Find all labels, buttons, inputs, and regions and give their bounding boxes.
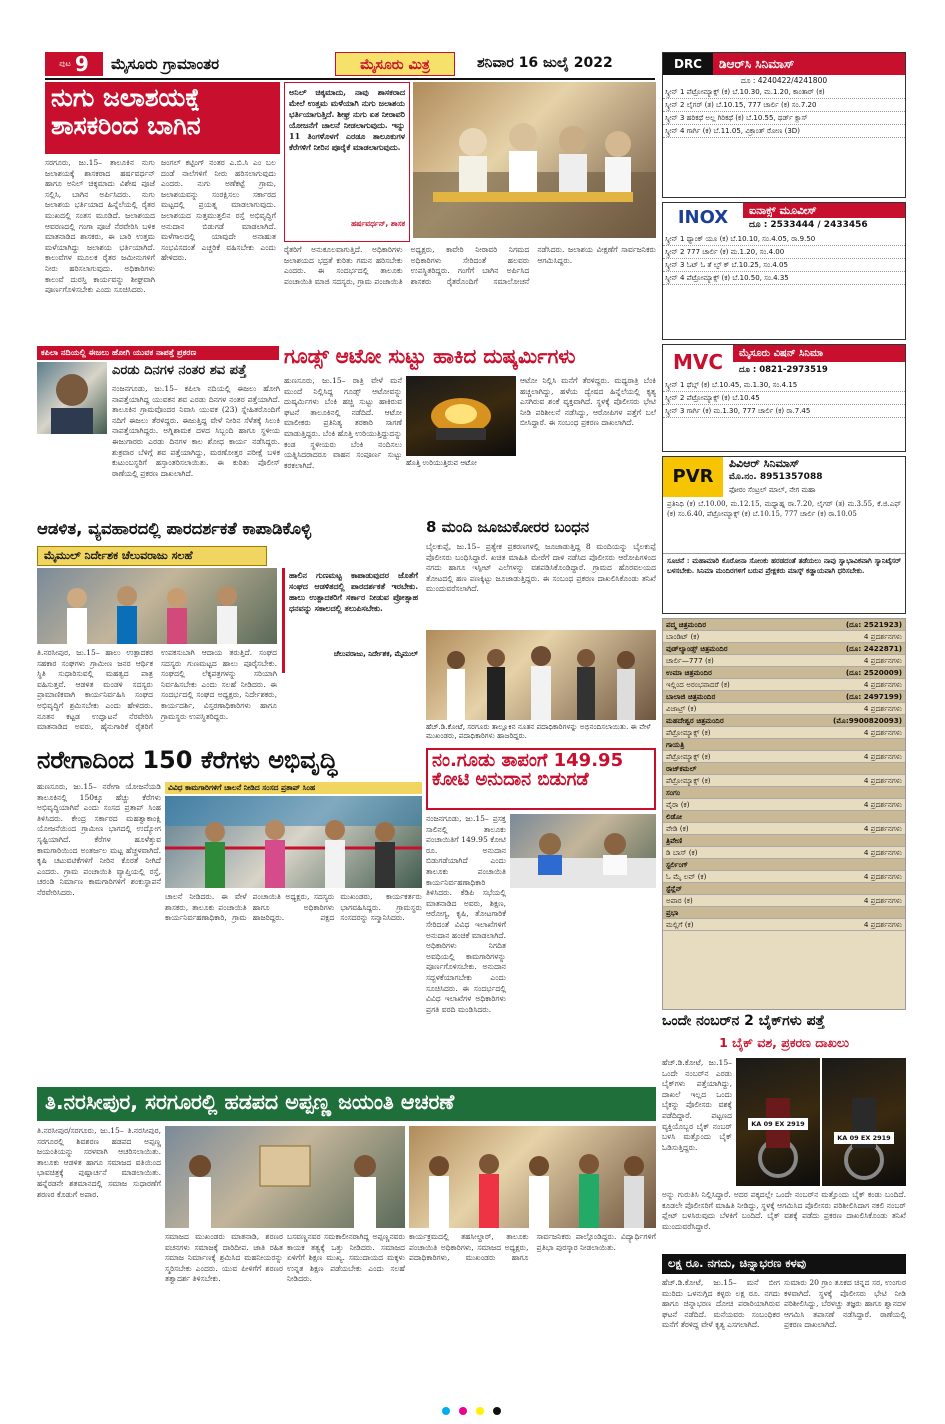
listing-theater-header	[663, 883, 905, 895]
article8-headline: ತಿ.ನರಸೀಪುರ, ಸರಗೂರಲ್ಲಿ ಹಡಪದ ಅಪ್ಪಣ್ಣ ಜಯಂತಿ ಆಚರಣೆ	[45, 1090, 455, 1114]
article3-photo	[406, 376, 516, 456]
listing-show-count: 4 ಪ್ರದರ್ಶನಗಳು	[863, 631, 902, 641]
listing-show-count: 4 ಪ್ರದರ್ಶನಗಳು	[863, 919, 902, 929]
listing-theater-header	[663, 763, 905, 775]
mvc-header	[663, 345, 905, 379]
article6-body-left: ಹುಣಸೂರು, ಜು.15– ನರೇಗಾ ಯೋಜನೆಯಡಿ ತಾಲೂಕಿನಲ್ಲಿ 150ಕ್ಕೂ ಹೆಚ್ಚು ಕೆರೆಗಳು ಅಭಿವೃದ್ಧಿಯಾಗಿವೆ ಎಂದು ಸಂಸದ ಪ್ರತಾಪ್ ಸಿಂಹ ತಿಳಿಸಿದರು. ಕೇಂದ್ರ ಸರ್ಕಾರದ ಮಹತ್ವಾಕಾಂಕ್ಷಿ ಯೋಜನೆಯಿಂದ ಗ್ರಾಮೀಣ ಭಾಗದಲ್ಲಿ ಉದ್ಯೋಗ ಸೃಷ್ಟಿಯಾಗಿದೆ. ಕೆರೆಗಳ ಹೂಳೆತ್ತುವ ಕಾಮಗಾರಿಯಿಂದ ಅಂತರ್ಜಲ ಮಟ್ಟ ಹೆಚ್ಚಳವಾಗಿದೆ. ಕೃಷಿ ಚಟುವಟಿಕೆಗಳಿಗೆ ನೀರಿನ ಕೊರತೆ ನೀಗಿದೆ ಎಂದರು. ಗ್ರಾಮ ಪಂಚಾಯಿತಿ ವ್ಯಾಪ್ತಿಯಲ್ಲಿ ರಸ್ತೆ, ಚರಂಡಿ ನಿರ್ಮಾಣ ಕಾಮಗಾರಿಗಳಿಗೆ ಶಂಕುಸ್ಥಾಪನೆ ನೆರವೇರಿಸಿದರು.	[37, 782, 161, 897]
article9-body-bottom: ಅನ್ನು ಗುರುತಿಸಿ ನಿಲ್ಲಿಸಿದ್ದಾರೆ. ಅದರ ಪಕ್ಕದಲ್ಲೇ ಒಂದೇ ನಂಬರ್‌ನ ಮತ್ತೊಂದು ಬೈಕ್ ಕಂಡು ಬಂದಿದೆ. ಕೂಡಲೇ ಪೊಲೀಸರಿಗೆ ಮಾಹಿತಿ ನೀಡಿದ್ದು, ಸ್ಥಳಕ್ಕೆ ಆಗಮಿಸಿದ ಪೊಲೀಸರು ಪರಿಶೀಲಿಸಿದಾಗ ನಕಲಿ ನಂಬರ್ ಪ್ಲೇಟ್ ಬಳಸಿರುವುದು ಬೆಳಕಿಗೆ ಬಂದಿದೆ. ಬೈಕ್ ವಶಕ್ಕೆ ಪಡೆದು ಪ್ರಕರಣ ದಾಖಲಿಸಿಕೊಂಡು ತನಿಖೆ ಮುಂದುವರೆಸಿದ್ದಾರೆ.	[662, 1190, 906, 1231]
article10-body-right: ಸುಮಾರು 20 ಗ್ರಾಂ ತೂಕದ ಚಿನ್ನದ ಸರ, ಉಂಗುರ ಕಳವಾಗಿದೆ. ಸ್ಥಳಕ್ಕೆ ಪೊಲೀಸರು ಭೇಟಿ ನೀಡಿ ಪರಿಶೀಲಿಸಿದ್ದು, ಬೆರಳಚ್ಚು ತಜ್ಞರು ಹಾಗೂ ಶ್ವಾನದಳ ಆಗಮಿಸಿ ತಪಾಸಣೆ ನಡೆಸಿದ್ದಾರೆ. ಠಾಣೆಯಲ್ಲಿ ಪ್ರಕರಣ ದಾಖಲಾಗಿದೆ.	[784, 1278, 906, 1330]
burning-auto-illustration	[406, 376, 516, 456]
inox-phone: ದೂ : 2533444 / 2433456	[749, 220, 868, 230]
listing-theater-header	[663, 811, 905, 823]
inox-row: ಸ್ಕ್ರೀನ್ 2 777 ಚಾರ್ಲಿ (ಕ) ಮ.1.20, ಸಂ.4.00	[663, 246, 905, 259]
section-title: ಮೈಸೂರು ಗ್ರಾಮಾಂತರ	[111, 55, 220, 73]
pvr-title: ಪಿವಿಆರ್ ಸಿನಿಮಾಸ್	[729, 457, 800, 470]
bike-plate-2: KA 09 EX 2919	[834, 1132, 894, 1144]
inox-header	[663, 203, 905, 233]
article3-photo-caption: ಹೊತ್ತಿ ಉರಿಯುತ್ತಿರುವ ಆಟೋ	[406, 458, 477, 467]
pvr-notice: ಸೂಚನೆ : ಮಹಾಮಾರಿ ಕೊರೋನಾ ಸೋಂಕು ಹರಡದಂತೆ ತಡೆಯಲು ನಾವು ಸ್ವಾಭಾವಿಕವಾಗಿ ಸ್ಯಾನಿಟೈಸರ್ ಬಳಸಬೇಕು. ಸಿನಿಮಾ ಮಂದಿರಗಳಿಗೆ ಬರುವ ಪ್ರೇಕ್ಷಕರು ಮಾಸ್ಕ್ ಕಡ್ಡಾಯವಾಗಿ ಧರಿಸಬೇಕು.	[663, 553, 905, 616]
listing-theater-name: ಪದ್ಮ ಚಿತ್ರಮಂದಿರ	[666, 619, 707, 629]
listing-show-count: 4 ಪ್ರದರ್ಶನಗಳು	[863, 703, 902, 713]
article4-quote: ಹಾಲಿನ ಗುಣಮಟ್ಟ ಕಾಪಾಡುವುದರ ಜೊತೆಗೆ ಸಂಘದ ಆಡಳಿತದಲ್ಲಿ ಪಾರದರ್ಶಕತೆ ಇರಬೇಕು. ಹಾಲು ಉತ್ಪಾದಕರಿಗೆ ಸರ್ಕಾರ ನೀಡುವ ಪ್ರೋತ್ಸಾಹ ಧನವನ್ನು ಸಕಾಲದಲ್ಲಿ ತಲುಪಿಸಬೇಕು.	[289, 570, 418, 613]
article2-body: ನಂಜನಗೂಡು, ಜು.15– ಕಪಿಲಾ ನದಿಯಲ್ಲಿ ಈಜಲು ಹೋಗಿ ನಾಪತ್ತೆಯಾಗಿದ್ದ ಯುವಕನ ಶವ ಎರಡು ದಿನಗಳ ನಂತರ ಪತ್ತೆಯಾಗಿದೆ. ತಾಲೂಕಿನ ಗ್ರಾಮವೊಂದರ ನಿವಾಸಿ ಯುವಕ (23) ಸ್ನೇಹಿತರೊಂದಿಗೆ ನದಿಗೆ ಈಜಲು ತೆರಳಿದ್ದರು. ಈಜುತ್ತಿದ್ದ ವೇಳೆ ನೀರಿನ ಸೆಳೆತಕ್ಕೆ ಸಿಲುಕಿ ನಾಪತ್ತೆಯಾಗಿದ್ದರು. ಅಗ್ನಿಶಾಮಕ ದಳದ ಸಿಬ್ಬಂದಿ ಹಾಗೂ ಸ್ಥಳೀಯ ಈಜುಗಾರರು ಎರಡು ದಿನಗಳ ಕಾಲ ಶೋಧ ಕಾರ್ಯ ನಡೆಸಿದ್ದರು. ಶುಕ್ರವಾರ ಬೆಳಿಗ್ಗೆ ಶವ ಪತ್ತೆಯಾಗಿದ್ದು, ಮರಣೋತ್ತರ ಪರೀಕ್ಷೆ ಬಳಿಕ ಕುಟುಂಬಸ್ಥರಿಗೆ ಹಸ್ತಾಂತರಿಸಲಾಯಿತು. ಈ ಕುರಿತು ಪೊಲೀಸ್ ಠಾಣೆಯಲ್ಲಿ ಪ್ರಕರಣ ದಾಖಲಾಗಿದೆ.	[112, 384, 280, 478]
listing-theater-name: ಪ್ರಭಾ	[666, 907, 679, 917]
reg-yellow-dot	[476, 1407, 484, 1415]
dairy-event-illustration	[37, 568, 277, 644]
inox-title: ಐನಾಕ್ಸ್ ಮೂವೀಸ್	[743, 203, 905, 218]
listing-film-title: ಇಲ್ಲಿಂದ ಅರಂಭವಾದರೆ (ಕ)	[666, 679, 730, 689]
reg-cyan-dot	[442, 1407, 450, 1415]
lead-sidebar-quote: ಅನಿಲ್ ಚಿಕ್ಕಮಾದು, ನಾವು ಶಾಸಕರಾದ ಮೇಲೆ ಉತ್ತಮ ಮಳೆಯಾಗಿ ನುಗು ಜಲಾಶಯ ಭರ್ತಿಯಾಗುತ್ತಿದೆ. ಶೀಘ್ರ ನುಗು ಏತ ನೀರಾವರಿ ಯೋಜನೆಗೆ ಚಾಲನೆ ನೀಡಲಾಗುವುದು. ಇನ್ನು 11 ತಿಂಗಳೊಳಗೆ ಎರಡೂ ತಾಲೂಕುಗಳ ಕೆರೆಗಳಿಗೆ ನೀರಿನ ಪೂರೈಕೆ ಮಾಡಲಾಗುವುದು.	[289, 87, 405, 152]
pvr-logo-icon: PVR	[663, 457, 723, 497]
pvr-block	[662, 456, 906, 614]
article5-body: ಬೈಲಕುಪ್ಪೆ, ಜು.15– ಪ್ರತ್ಯೇಕ ಪ್ರಕರಣಗಳಲ್ಲಿ ಜೂಜಾಡುತ್ತಿದ್ದ 8 ಮಂದಿಯನ್ನು ಬೈಲಕುಪ್ಪೆ ಪೊಲೀಸರು ಬಂಧಿಸಿದ್ದಾರೆ. ಖಚಿತ ಮಾಹಿತಿ ಮೇರೆಗೆ ದಾಳಿ ನಡೆಸಿದ ಪೊಲೀಸರು ಆರೋಪಿಗಳಿಂದ ನಗದು ಹಾಗೂ ಇಸ್ಪೀಟ್ ಎಲೆಗಳನ್ನು ವಶಪಡಿಸಿಕೊಂಡಿದ್ದಾರೆ. ಗ್ರಾಮದ ಹೊರವಲಯದ ತೋಟದಲ್ಲಿ ಹಣ ಪಣಕ್ಕಿಟ್ಟು ಜೂಜಾಡುತ್ತಿದ್ದರು. ಈ ಸಂಬಂಧ ಪ್ರಕರಣ ದಾಖಲಿಸಿಕೊಂಡು ತನಿಖೆ ಮುಂದುವರೆಸಲಾಗಿದೆ.	[426, 542, 656, 594]
header-rule	[45, 78, 655, 80]
listing-film-title: ಬಾಂಡಿಟ್ (ಕ)	[666, 631, 700, 641]
listing-film-row	[663, 679, 905, 691]
page-header	[45, 52, 655, 76]
listing-film-row	[663, 823, 905, 835]
inox-row: ಸ್ಕ್ರೀನ್ 4 ಪೆಟ್ರೋಮ್ಯಾಕ್ಸ್ (ಕ) ಬೆ.10.50, ಸಂ.4.35	[663, 272, 905, 285]
inox-row: ಸ್ಕ್ರೀನ್ 1 ಥ್ಯಾಂಕ್ ಯೂ (ಕ) ಬೆ.10.10, ಸಂ.4.05, ರಾ.9.50	[663, 233, 905, 246]
article8-photo-2	[409, 1126, 656, 1228]
mvc-title: ಮೈಸೂರು ವಿಷನ್ ಸಿನಿಮಾ	[733, 345, 905, 362]
listing-film-row	[663, 799, 905, 811]
article3-body-left: ಹುಣಸೂರು, ಜು.15– ರಾತ್ರಿ ವೇಳೆ ಮನೆ ಮುಂದೆ ನಿಲ್ಲಿಸಿದ್ದ ಗೂಡ್ಸ್ ಆಟೋವನ್ನು ದುಷ್ಕರ್ಮಿಗಳು ಬೆಂಕಿ ಹಚ್ಚಿ ಸುಟ್ಟು ಹಾಕಿರುವ ಘಟನೆ ತಾಲೂಕಿನಲ್ಲಿ ನಡೆದಿದೆ. ಆಟೋ ಮಾಲೀಕರು ಪ್ರತಿನಿತ್ಯ ತರಕಾರಿ ಸಾಗಣೆ ಮಾಡುತ್ತಿದ್ದರು. ಬೆಂಕಿ ಹೊತ್ತಿ ಉರಿಯುತ್ತಿದ್ದುದನ್ನು ಕಂಡ ಸ್ಥಳೀಯರು ಬೆಂಕಿ ನಂದಿಸಲು ಯತ್ನಿಸಿದರಾದರೂ ವಾಹನ ಸಂಪೂರ್ಣ ಸುಟ್ಟು ಕರಕಲಾಗಿದೆ.	[284, 376, 402, 470]
listing-theater-phone: (ಮೊ:9900820093)	[833, 715, 902, 725]
page-label: ಪುಟ	[59, 59, 71, 68]
listing-show-count: 4 ಪ್ರದರ್ಶನಗಳು	[863, 871, 902, 881]
lead-photo-illustration	[413, 82, 656, 238]
article4-body: ತಿ.ನರಸೀಪುರ, ಜು.15– ಹಾಲು ಉತ್ಪಾದಕರ ಸಹಕಾರ ಸಂಘಗಳು ಗ್ರಾಮೀಣ ಜನರ ಆರ್ಥಿಕ ಸ್ಥಿತಿ ಸುಧಾರಿಸುವಲ್ಲಿ ಮಹತ್ವದ ಪಾತ್ರ ವಹಿಸುತ್ತವೆ. ಆಡಳಿತ ಮಂಡಳಿ ಸದಸ್ಯರು ಪ್ರಾಮಾಣಿಕವಾಗಿ ಕಾರ್ಯನಿರ್ವಹಿಸಿ ಸಂಘದ ಅಭಿವೃದ್ಧಿಗೆ ಶ್ರಮಿಸಬೇಕು ಎಂದು ಹೇಳಿದರು. ನೂತನ ಕಟ್ಟಡ ಉದ್ಘಾಟನೆ ನೆರವೇರಿಸಿ ಮಾತನಾಡಿದ ಅವರು, ಹೈನುಗಾರಿಕೆ ರೈತರಿಗೆ ಉಪಕಸುಬಾಗಿ ಆದಾಯ ತರುತ್ತಿದೆ. ಸಂಘದ ಸದಸ್ಯರು ಗುಣಮಟ್ಟದ ಹಾಲು ಪೂರೈಸಬೇಕು. ಸಂಘದಲ್ಲಿ ಲೆಕ್ಕಪತ್ರಗಳನ್ನು ಸರಿಯಾಗಿ ನಿರ್ವಹಿಸಬೇಕು ಎಂದು ಸಲಹೆ ನೀಡಿದರು. ಈ ಸಂದರ್ಭದಲ್ಲಿ ಸಂಘದ ಅಧ್ಯಕ್ಷರು, ನಿರ್ದೇಶಕರು, ಕಾರ್ಯದರ್ಶಿ, ವಿಸ್ತರಣಾಧಿಕಾರಿಗಳು ಹಾಗೂ ಗ್ರಾಮಸ್ಥರು ಉಪಸ್ಥಿತರಿದ್ದರು.	[37, 648, 277, 732]
article2-portrait	[37, 362, 107, 434]
article10-headline: ಲಕ್ಷ ರೂ. ನಗದು, ಚಿನ್ನಾಭರಣ ಕಳವು	[668, 1256, 807, 1270]
page-number: 9	[74, 52, 89, 76]
lead-body-right: ರೈತರಿಗೆ ಅನುಕೂಲವಾಗುತ್ತಿದೆ. ಅಧಿಕಾರಿಗಳು ಜಲಾಶಯದ ಭದ್ರತೆ ಕುರಿತು ಗಮನ ಹರಿಸಬೇಕು ಎಂದರು. ಈ ಸಂದರ್ಭದಲ್ಲಿ ತಾಲೂಕು ಪಂಚಾಯಿತಿ ಮಾಜಿ ಸದಸ್ಯರು, ಗ್ರಾಮ ಪಂಚಾಯಿತಿ ಅಧ್ಯಕ್ಷರು, ಕಾವೇರಿ ನೀರಾವರಿ ನಿಗಮದ ಅಧಿಕಾರಿಗಳು ಸೇರಿದಂತೆ ಹಲವರು ಉಪಸ್ಥಿತರಿದ್ದರು. ಗಂಗೆಗೆ ಬಾಗಿನ ಅರ್ಪಿಸಿದ ಶಾಸಕರು ರೈತರೊಂದಿಗೆ ಸಮಾಲೋಚನೆ ನಡೆಸಿದರು. ಜಲಾಶಯ ವೀಕ್ಷಣೆಗೆ ಸಾರ್ವಜನಿಕರು ಆಗಮಿಸಿದ್ದರು.	[284, 245, 656, 286]
listing-show-count: 4 ಪ್ರದರ್ಶನಗಳು	[863, 847, 902, 857]
listing-theater-phone: (ದೂ: 2497199)	[845, 691, 902, 701]
listing-theater-header	[663, 691, 905, 703]
listing-theater-name: ಸ್ಟರ್ಲಿಂಗ್	[666, 859, 689, 869]
article4-quote-sign: ಚೆಲುವರಾಜು, ನಿರ್ದೇಶಕ, ಮೈಮುಲ್	[333, 650, 418, 658]
bike-illustration-2	[822, 1058, 906, 1186]
listing-film-row	[663, 655, 905, 667]
portrait-illustration	[37, 362, 107, 434]
lead-headline-line2: ಶಾಸಕರಿಂದ ಬಾಗಿನ	[51, 111, 201, 141]
listing-show-count: 4 ಪ್ರದರ್ಶನಗಳು	[863, 775, 902, 785]
article4-subhead: ಮೈಮುಲ್ ನಿರ್ದೇಶಕ ಚೆಲುವರಾಜು ಸಲಹೆ	[37, 546, 267, 566]
listing-film-row	[663, 703, 905, 715]
listing-show-count: 4 ಪ್ರದರ್ಶನಗಳು	[863, 727, 902, 737]
article10-headline-bar	[662, 1254, 906, 1274]
listing-theater-name: ಲಿಡೋ	[666, 811, 683, 821]
listing-show-count: 4 ಪ್ರದರ್ಶನಗಳು	[863, 751, 902, 761]
listing-show-count: 4 ಪ್ರದರ್ಶನಗಳು	[863, 655, 902, 665]
article8-body-4: ಕಾರ್ಯಕ್ರಮದಲ್ಲಿ ತಹಸೀಲ್ದಾರ್, ತಾಲೂಕು ಪಂಚಾಯಿತಿ ಅಧಿಕಾರಿಗಳು, ಸಮಾಜದ ಅಧ್ಯಕ್ಷರು, ಪದಾಧಿಕಾರಿಗಳು, ಮುಖಂಡರು ಹಾಗೂ ಸಾರ್ವಜನಿಕರು ಪಾಲ್ಗೊಂಡಿದ್ದರು. ವಿದ್ಯಾರ್ಥಿಗಳಿಗೆ ಪ್ರತಿಭಾ ಪುರಸ್ಕಾರ ನೀಡಲಾಯಿತು.	[409, 1232, 656, 1263]
ribbon-cutting-illustration	[165, 796, 422, 888]
masthead: ಮೈಸೂರು ಮಿತ್ರ	[335, 52, 455, 76]
listing-film-title: ವಿಜಾಟ್ರ್ (ಕ)	[666, 703, 697, 713]
listing-theater-name: ವುಡ್‌ಲ್ಯಾಂಡ್ಸ್ ಚಿತ್ರಮಂದಿರ	[666, 643, 728, 653]
listing-film-row	[663, 919, 905, 931]
listing-film-title: ವೇಡಿ (ಕ)	[666, 823, 689, 833]
article9-photo-2	[822, 1058, 906, 1186]
listing-film-title: ಓ ಮೈ ಲವ್ (ಕ)	[666, 871, 707, 881]
article8-photo-1	[165, 1126, 405, 1228]
article2-banner: ಕಪಿಲಾ ನದಿಯಲ್ಲಿ ಈಜಲು ಹೋಗಿ ಯುವಕ ನಾಪತ್ತೆ ಪ್ರಕರಣ	[37, 346, 279, 360]
lead-photo	[413, 82, 656, 238]
listing-show-count: 4 ಪ್ರದರ್ಶನಗಳು	[863, 823, 902, 833]
mvc-block	[662, 344, 906, 452]
listing-film-row	[663, 751, 905, 763]
drc-row: ಸ್ಕ್ರೀನ್ 4 ಗಾರ್ಗಿ (ಕ) ಬೆ.11.05, ವಿಕ್ರಾಂತ್ ರೋಣ (3D)	[663, 125, 905, 138]
drc-row: ಸ್ಕ್ರೀನ್ 1 ಪೆಟ್ರೋಮ್ಯಾಕ್ಸ್ (ಕ) ಬೆ.10.30, ಮ.1.20, ಕಾಂತಾರ್ (ಕ)	[663, 86, 905, 99]
listing-theater-name: ಉಮಾ ಚಿತ್ರಮಂದಿರ	[666, 667, 712, 677]
listing-film-row	[663, 895, 905, 907]
reg-black-dot	[493, 1407, 501, 1415]
listing-show-count: 4 ಪ್ರದರ್ಶನಗಳು	[863, 799, 902, 809]
article8-body-2: ಸಮಾಜದ ಮುಖಂಡರು ಮಾತನಾಡಿ, ಶರಣರ ವಚನಗಳು ಸಮಾಜಕ್ಕೆ ದಾರಿದೀಪ. ಜಾತಿ ರಹಿತ ಸಮಾಜ ನಿರ್ಮಾಣಕ್ಕೆ ಶ್ರಮಿಸಿದ ಮಹನೀಯರನ್ನು ಸ್ಮರಿಸಬೇಕು ಎಂದರು. ಯುವ ಪೀಳಿಗೆಗೆ ಶರಣರ ತತ್ವಾದರ್ಶ ತಿಳಿಸಬೇಕು.	[165, 1232, 283, 1284]
lead-sidebar-box	[284, 82, 410, 242]
article9-headline: ಒಂದೇ ನಂಬರ್‌ನ 2 ಬೈಕ್‌ಗಳು ಪತ್ತೆ	[662, 1014, 825, 1029]
listing-film-title: ವೈರಾ (ಕ)	[666, 799, 690, 809]
listing-film-row	[663, 775, 905, 787]
pvr-showtimes: ಪ್ರತಿನಿಧಿ (ಕ) ಬೆ.10.00, ಮ.12.15, ಮಧ್ಯಾಹ್ನ ರಾ.7.20, ಲೈಗರ್ (ತ) ಮ.3.55, ಕೆ.ಜಿ.ಎಫ್ (ಕ) ಸಂ.6.40, ಪೆಟ್ರೋಮ್ಯಾಕ್ಸ್ (ಕ) ಬೆ.10.15, 777 ಚಾರ್ಲಿ (ಕ) ರಾ.10.05	[667, 500, 901, 518]
listing-theater-name: ಸಂಗಂ	[666, 787, 681, 797]
mvc-phone: ದೂ : 0821-2973519	[739, 365, 828, 375]
inox-row: ಸ್ಕ್ರೀನ್ 3 ಓಟ್ ಓ ತೆ ಲ್ವ್ ಕ್ ಬೆ.10.25, ಸಂ.4.05	[663, 259, 905, 272]
listing-film-row	[663, 847, 905, 859]
article9-body-top: ಹೆಚ್.ಡಿ.ಕೋಟೆ, ಜು.15– ಒಂದೇ ನಂಬರ್‌ನ ಎರಡು ಬೈಕ್‌ಗಳು ಪತ್ತೆಯಾಗಿದ್ದು, ದಾಖಲೆ ಇಲ್ಲದ ಒಂದು ಬೈಕನ್ನು ಪೊಲೀಸರು ವಶಕ್ಕೆ ಪಡೆದಿದ್ದಾರೆ. ಪಟ್ಟಣದ ವ್ಯಕ್ತಿಯೊಬ್ಬರ ಬೈಕ್ ನಂಬರ್ ಬಳಸಿ ಮತ್ತೊಂದು ಬೈಕ್ ಓಡಿಸುತ್ತಿದ್ದರು.	[662, 1058, 732, 1152]
theater-listings	[662, 618, 906, 1010]
meeting-illustration	[510, 814, 656, 888]
article6-photo-caption: ವಿವಿಧ ಕಾಮಗಾರಿಗಳಿಗೆ ಚಾಲನೆ ನೀಡಿದ ಸಂಸದ ಪ್ರತಾಪ್ ಸಿಂಹ	[165, 782, 422, 794]
listing-theater-name: ಮಹದೇಶ್ವರ ಚಿತ್ರಮಂದಿರ	[666, 715, 724, 725]
drc-block	[662, 52, 906, 198]
article7-body-left: ನಂಜನಗೂಡು, ಜು.15– ಪ್ರಸಕ್ತ ಸಾಲಿನಲ್ಲಿ ತಾಲೂಕು ಪಂಚಾಯಿತಿಗೆ 149.95 ಕೋಟಿ ರೂ. ಅನುದಾನ ಬಿಡುಗಡೆಯಾಗಿದೆ ಎಂದು ತಾಲೂಕು ಪಂಚಾಯಿತಿ ಕಾರ್ಯನಿರ್ವಹಣಾಧಿಕಾರಿ ತಿಳಿಸಿದರು. ಕೆಡಿಪಿ ಸಭೆಯಲ್ಲಿ ಮಾತನಾಡಿದ ಅವರು, ಶಿಕ್ಷಣ, ಆರೋಗ್ಯ, ಕೃಷಿ, ತೋಟಗಾರಿಕೆ ಸೇರಿದಂತೆ ವಿವಿಧ ಇಲಾಖೆಗಳಿಗೆ ಅನುದಾನ ಹಂಚಿಕೆ ಮಾಡಲಾಗಿದೆ. ಅಧಿಕಾರಿಗಳು ನಿಗದಿತ ಅವಧಿಯಲ್ಲಿ ಕಾಮಗಾರಿಗಳನ್ನು ಪೂರ್ಣಗೊಳಿಸಬೇಕು. ಅನುದಾನ ಸದ್ಬಳಕೆಯಾಗಬೇಕು ಎಂದು ಸೂಚಿಸಿದರು. ಈ ಸಂದರ್ಭದಲ್ಲಿ ವಿವಿಧ ಇಲಾಖೆಗಳ ಅಧಿಕಾರಿಗಳು ಪ್ರಗತಿ ವರದಿ ಮಂಡಿಸಿದರು.	[426, 814, 506, 1014]
listing-film-title: ಡಿ ಬಾಸ್ (ಕ)	[666, 847, 698, 857]
article6-headline: ನರೇಗಾದಿಂದ 150 ಕೆರೆಗಳು ಅಭಿವೃದ್ಧಿ	[37, 748, 338, 774]
article10-body-left: ಹೆಚ್.ಡಿ.ಕೋಟೆ, ಜು.15– ಮನೆ ಬೀಗ ಮುರಿದು ಒಳನುಗ್ಗಿದ ಕಳ್ಳರು ಲಕ್ಷ ರೂ. ನಗದು ಹಾಗೂ ಚಿನ್ನಾಭರಣ ದೋಚಿ ಪರಾರಿಯಾಗಿರುವ ಘಟನೆ ನಡೆದಿದೆ. ಮನೆಯವರು ಸಂಬಂಧಿಕರ ಮನೆಗೆ ತೆರಳಿದ್ದ ವೇಳೆ ಕೃತ್ಯ ಎಸಗಲಾಗಿದೆ.	[662, 1278, 780, 1330]
bike-plate-1: KA 09 EX 2919	[748, 1118, 808, 1130]
jayanti-event-illustration-2	[409, 1126, 656, 1228]
inox-logo-icon: INOX	[677, 207, 729, 228]
mvc-row: ಸ್ಕ್ರೀನ್ 3 ಗಾರ್ಗಿ (ಕ) ಮ.1.30, 777 ಚಾರ್ಲಿ (ಕ) ರಾ.7.45	[663, 405, 905, 418]
article7-headline-line1: ನಂ.ಗೂಡು ತಾಪಂಗೆ 149.95	[432, 752, 624, 771]
issue-date: ಶನಿವಾರ 16 ಜುಲೈ 2022	[477, 55, 613, 71]
article8-headline-bar	[37, 1087, 656, 1121]
reg-magenta-dot	[459, 1407, 467, 1415]
listing-film-title: ಅಪಾರ (ಕ)	[666, 895, 693, 905]
inox-block	[662, 202, 906, 340]
pvr-header	[663, 457, 905, 497]
pvr-phone: ಮೊ.ನಂ. 8951357088	[729, 472, 823, 482]
listing-show-count: 4 ಪ್ರದರ್ಶನಗಳು	[863, 679, 902, 689]
article7-photo	[510, 814, 656, 888]
listing-show-count: 4 ಪ್ರದರ್ಶನಗಳು	[863, 895, 902, 905]
article5-caption: ಹೆಚ್.ಡಿ.ಕೋಟೆ, ಸರಗೂರು ತಾಲ್ಲೂಕಿನ ನೂತನ ಪದಾಧಿಕಾರಿಗಳನ್ನು ಅಭಿನಂದಿಸಲಾಯಿತು. ಈ ವೇಳೆ ಮುಖಂಡರು, ಪದಾಧಿಕಾರಿಗಳು ಹಾಜರಿದ್ದರು.	[426, 722, 651, 740]
listing-film-title: ಪೆಟ್ರೋಮ್ಯಾಕ್ಸ್ (ಕ)	[666, 775, 711, 785]
listing-theater-name: ರಾಜ್‌ಕಮಲ್	[666, 763, 697, 773]
article8-body-1: ತಿ.ನರಸೀಪುರ/ಸರಗೂರು, ಜು.15– ತಿ.ನರಸೀಪುರ, ಸರಗೂರಲ್ಲಿ ಶಿವಶರಣ ಹಡಪದ ಅಪ್ಪಣ್ಣ ಜಯಂತಿಯನ್ನು ಸರಳವಾಗಿ ಆಚರಿಸಲಾಯಿತು. ತಾಲೂಕು ಆಡಳಿತ ಹಾಗೂ ಸಮಾಜದ ವತಿಯಿಂದ ಭಾವಚಿತ್ರಕ್ಕೆ ಪುಷ್ಪಾರ್ಚನೆ ಮಾಡಲಾಯಿತು. ಹನ್ನೆರಡನೇ ಶತಮಾನದಲ್ಲಿ ಸಮಾಜ ಸುಧಾರಣೆಗೆ ಶರಣರ ಕೊಡುಗೆ ಅಪಾರ.	[37, 1126, 161, 1199]
jayanti-event-illustration-1	[165, 1126, 405, 1228]
article3-body-right: ಆಟೋ ನಿಲ್ಲಿಸಿ ಮನೆಗೆ ತೆರಳಿದ್ದರು. ಮಧ್ಯರಾತ್ರಿ ಬೆಂಕಿ ಹಚ್ಚಲಾಗಿದ್ದು, ಹಳೆಯ ದ್ವೇಷದ ಹಿನ್ನೆಲೆಯಲ್ಲಿ ಕೃತ್ಯ ಎಸಗಿರುವ ಶಂಕೆ ವ್ಯಕ್ತವಾಗಿದೆ. ಸ್ಥಳಕ್ಕೆ ಪೊಲೀಸರು ಭೇಟಿ ನೀಡಿ ಪರಿಶೀಲನೆ ನಡೆಸಿದ್ದು, ಆರೋಪಿಗಳ ಪತ್ತೆಗೆ ಬಲೆ ಬೀಸಿದ್ದಾರೆ. ಈ ಸಂಬಂಧ ಪ್ರಕರಣ ದಾಖಲಾಗಿದೆ.	[520, 376, 656, 428]
listing-film-row	[663, 631, 905, 643]
article4-photo	[37, 568, 277, 644]
listing-film-title: ಪೆಟ್ರೋಮ್ಯಾಕ್ಸ್ (ಕ)	[666, 727, 711, 737]
drc-title: ಡಿಆರ್‌ಸಿ ಸಿನಿಮಾಸ್	[713, 53, 905, 75]
listing-theater-header	[663, 859, 905, 871]
listing-theater-header	[663, 907, 905, 919]
listing-theater-name: ತ್ರಿವೇಣಿ	[666, 835, 683, 845]
listing-film-title: ಪೆಟ್ರೋಮ್ಯಾಕ್ಸ್ (ಕ)	[666, 751, 711, 761]
pvr-subtitle: ಫೋರಂ ಸೆಂಟ್ರಲ್ ಮಾಲ್, ನೇಗ ಮಹಾ	[729, 486, 816, 494]
lead-sidebar-sign: ಹರ್ಷವರ್ಧನ್, ಶಾಸಕ	[351, 219, 405, 228]
mvc-row: ಸ್ಕ್ರೀನ್ 1 ಥೆಬ್ಗ್ (ಕ) ಬೆ.10.45, ಮ.1.30, ಸಂ.4.15	[663, 379, 905, 392]
listing-theater-header	[663, 619, 905, 631]
listing-theater-phone: (ದೂ: 2521923)	[845, 619, 902, 629]
drc-row: ಸ್ಕ್ರೀನ್ 2 ಲೈಗರ್ (ತ) ಬೆ.10.15, 777 ಚಾರ್ಲಿ (ಕ) ಸಂ.7.20	[663, 99, 905, 112]
mvc-row: ಸ್ಕ್ರೀನ್ 2 ಪೆಟ್ರೋಮ್ಯಾಕ್ಸ್ (ಕ) ಬೆ.10.45	[663, 392, 905, 405]
listing-theater-name: ಸ್ಟೆನ್ಲೆನ್	[666, 883, 683, 893]
article7-headline-box	[426, 748, 656, 810]
listing-theater-header	[663, 643, 905, 655]
lead-body-left: ಸರಗೂರು, ಜು.15– ತಾಲೂಕಿನ ನುಗು ಜಲಾಶಯಕ್ಕೆ ಶಾಸಕರಾದ ಹರ್ಷವರ್ಧನ್ ಹಾಗೂ ಅನಿಲ್ ಚಿಕ್ಕಮಾದು ವಿಶೇಷ ಪೂಜೆ ಸಲ್ಲಿಸಿ, ಬಾಗಿನ ಅರ್ಪಿಸಿದರು. ನುಗು ಜಲಾಶಯ ಭರ್ತಿಯಾದ ಹಿನ್ನೆಲೆಯಲ್ಲಿ ರೈತರ ಮುಖದಲ್ಲಿ ಸಂತಸ ಮೂಡಿದೆ. ಜಲಾಶಯದ ಆವರಣದಲ್ಲಿ ಗಂಗಾ ಪೂಜೆ ನೆರವೇರಿಸಿ ಬಳಿಕ ಮಾತನಾಡಿದ ಶಾಸಕರು, ಈ ಬಾರಿ ಉತ್ತಮ ಮಳೆಯಾಗಿದ್ದು ಜಲಾಶಯ ಭರ್ತಿಯಾಗಿದೆ. ಕಾಲುವೆಗಳ ಮೂಲಕ ರೈತರ ಜಮೀನುಗಳಿಗೆ ನೀರು ಹರಿಸಲಾಗುವುದು. ಅಧಿಕಾರಿಗಳು ಕಾಲುವೆ ದುರಸ್ತಿ ಕಾರ್ಯವನ್ನು ಶೀಘ್ರವಾಗಿ ಪೂರ್ಣಗೊಳಿಸಬೇಕು ಎಂದು ಸೂಚಿಸಿದರು.	[45, 158, 155, 295]
page-number-badge	[45, 52, 103, 76]
article2-headline: ಎರಡು ದಿನಗಳ ನಂತರ ಶವ ಪತ್ತೆ	[112, 364, 247, 378]
listing-theater-name: ಬಾಲಾಜಿ ಚಿತ್ರಮಂದಿರ	[666, 691, 716, 701]
listing-theater-header	[663, 715, 905, 727]
article3-headline: ಗೂಡ್ಸ್ ಆಟೋ ಸುಟ್ಟು ಹಾಕಿದ ದುಷ್ಕರ್ಮಿಗಳು	[284, 346, 576, 368]
listing-film-title: ಮಲ್ಲಿಗೆ (ಕ)	[666, 919, 694, 929]
article6-photo	[165, 796, 422, 888]
listing-theater-header	[663, 835, 905, 847]
mvc-logo-icon: MVC	[672, 350, 724, 374]
article5-photo	[426, 630, 656, 720]
group-photo-illustration	[426, 630, 656, 720]
drc-header	[663, 53, 905, 75]
listing-film-row	[663, 727, 905, 739]
article5-headline: 8 ಮಂದಿ ಜೂಜುಕೋರರ ಬಂಧನ	[426, 520, 590, 536]
article4-quote-box	[282, 568, 422, 673]
article9-photo-1	[736, 1058, 820, 1186]
article8-body-3: ಬಸವಣ್ಣನವರ ಸಮಕಾಲೀನರಾಗಿದ್ದ ಅಪ್ಪಣ್ಣನವರು ಕಾಯಕ ತತ್ವಕ್ಕೆ ಒತ್ತು ನೀಡಿದರು. ಸಮಾಜದ ಏಳಿಗೆಗೆ ಶಿಕ್ಷಣ ಮುಖ್ಯ. ಸಮುದಾಯದ ಮಕ್ಕಳು ಉನ್ನತ ಶಿಕ್ಷಣ ಪಡೆಯಬೇಕು ಎಂದು ಸಲಹೆ ನೀಡಿದರು.	[287, 1232, 405, 1284]
lead-headline-line1: ನುಗು ಜಲಾಶಯಕ್ಕೆ	[51, 83, 200, 112]
drc-row: ಸ್ಕ್ರೀನ್ 3 ಹರಿಕಥೆ ಅಲ್ಲ ಗಿರಿಕಥೆ (ಕ) ಬೆ.10.55, ಥರ್ಡ್ ಕ್ಲಾಸ್	[663, 112, 905, 125]
drc-phone: ದೂ : 4240422/4241800	[740, 76, 828, 85]
listing-film-title: ಚಾರ್ಲಿ—777 (ಕ)	[666, 655, 714, 665]
registration-marks-bottom	[440, 1400, 503, 1419]
listing-theater-name: ಗಾಯತ್ರಿ	[666, 739, 685, 749]
listing-film-row	[663, 871, 905, 883]
article6-body-right: ಚಾಲನೆ ನೀಡಿದರು. ಈ ವೇಳೆ ಶಾಸಕರು, ತಾಲೂಕು ಪಂಚಾಯಿತಿ ಕಾರ್ಯನಿರ್ವಹಣಾಧಿಕಾರಿ, ಗ್ರಾಮ ಪಂಚಾಯಿತಿ ಅಧ್ಯಕ್ಷರು, ಸದಸ್ಯರು ಹಾಗೂ ಅಧಿಕಾರಿಗಳು ಹಾಜರಿದ್ದರು. ಪಕ್ಷದ ಮುಖಂಡರು, ಕಾರ್ಯಕರ್ತರು ಭಾಗವಹಿಸಿದ್ದರು. ಗ್ರಾಮಸ್ಥರು ಸಂಸದರನ್ನು ಸನ್ಮಾನಿಸಿದರು.	[165, 892, 422, 923]
drc-logo-icon: DRC	[663, 53, 713, 75]
listing-theater-header	[663, 739, 905, 751]
listing-theater-phone: (ದೂ: 2520009)	[845, 667, 902, 677]
article7-headline-line2: ಕೋಟಿ ಅನುದಾನ ಬಿಡುಗಡೆ	[432, 770, 589, 790]
lead-headline-box	[45, 82, 280, 154]
article9-subhead: 1 ಬೈಕ್ ವಶ, ಪ್ರಕರಣ ದಾಖಲು	[719, 1036, 849, 1050]
listing-theater-phone: (ದೂ: 2422871)	[845, 643, 902, 653]
article4-headline: ಆಡಳಿತ, ವ್ಯವಹಾರದಲ್ಲಿ ಪಾರದರ್ಶಕತೆ ಕಾಪಾಡಿಕೊಳ್ಳಿ	[37, 520, 312, 538]
listing-theater-header	[663, 667, 905, 679]
lead-body-mid: ಜಂಗಲ್ ಕಟ್ಟಿಂಗ್ ನಂತರ ಎ.ಬಿ.ಸಿ ಎಂ ಬಲ ದಂಡೆ ನಾಲೆಗಳಿಗೆ ನೀರು ಹರಿಸಲಾಗುವುದು ಎಂದರು. ನುಗು ಅಣೆಕಟ್ಟೆ ಗ್ರಾಮ, ಜಲಾಶಯವನ್ನು ಸಂರಕ್ಷಿಸಲು ಸರ್ಕಾರದ ಮಟ್ಟದಲ್ಲಿ ಪ್ರಯತ್ನ ಮಾಡಲಾಗುವುದು. ಜಲಾಶಯದ ಸುತ್ತಮುತ್ತಲಿನ ರಸ್ತೆ ಅಭಿವೃದ್ಧಿಗೆ ಅನುದಾನ ಬಿಡುಗಡೆ ಮಾಡಲಾಗಿದೆ. ಮಳೆಗಾಲದಲ್ಲಿ ಯಾವುದೇ ಅನಾಹುತ ಸಂಭವಿಸದಂತೆ ಎಚ್ಚರಿಕೆ ವಹಿಸಬೇಕು ಎಂದು ಹೇಳಿದರು.	[161, 158, 276, 263]
listing-theater-header	[663, 787, 905, 799]
